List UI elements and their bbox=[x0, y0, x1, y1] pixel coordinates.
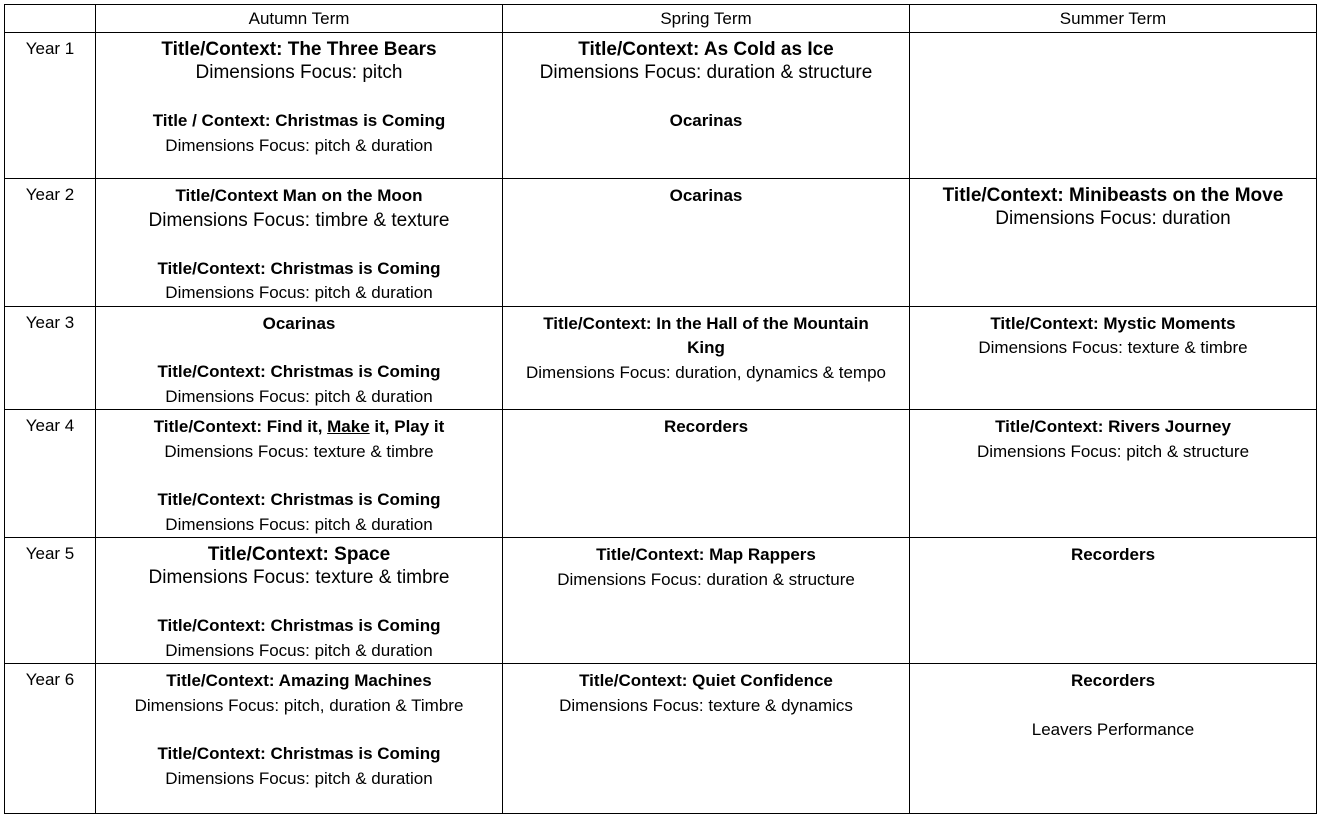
dimensions-focus: Dimensions Focus: duration & structure bbox=[557, 569, 855, 589]
dimensions-focus: Dimensions Focus: pitch & duration bbox=[165, 135, 433, 155]
year-label: Year 2 bbox=[5, 179, 96, 307]
unit-title: Title/Context: Christmas is Coming bbox=[157, 616, 441, 635]
dimensions-focus: Dimensions Focus: duration, dynamics & tempo bbox=[526, 362, 886, 382]
cell-y6-autumn bbox=[96, 664, 503, 814]
unit-title: Title/Context: In the Hall of the Mountain King bbox=[543, 313, 869, 357]
cell-y3-autumn bbox=[96, 306, 503, 410]
unit-title: Title/Context: As Cold as Ice bbox=[578, 39, 834, 60]
header-row bbox=[5, 5, 1317, 33]
dimensions-focus: Dimensions Focus: pitch & duration bbox=[165, 514, 433, 534]
performance-label: Leavers Performance bbox=[1031, 719, 1195, 739]
unit-title: Title/Context: Space bbox=[207, 544, 391, 565]
unit-title: Title/Context: Christmas is Coming bbox=[157, 490, 441, 509]
cell-y3-summer bbox=[910, 306, 1317, 410]
year-label: Year 6 bbox=[5, 664, 96, 814]
table-row bbox=[5, 664, 1317, 814]
dimensions-focus: Dimensions Focus: texture & timbre bbox=[978, 338, 1248, 357]
cell-y5-summer bbox=[910, 538, 1317, 664]
table-row bbox=[5, 306, 1317, 410]
dimensions-focus: Dimensions Focus: pitch & structure bbox=[976, 441, 1250, 461]
cell-y4-spring bbox=[503, 410, 910, 538]
cell-y6-summer bbox=[910, 664, 1317, 814]
cell-y1-autumn bbox=[96, 33, 503, 179]
year-label: Year 4 bbox=[5, 410, 96, 538]
header-autumn: Autumn Term bbox=[96, 5, 503, 33]
unit-title: Title/Context: Christmas is Coming bbox=[157, 744, 441, 763]
year-label: Year 5 bbox=[5, 538, 96, 664]
unit-title: Title/Context: Quiet Confidence bbox=[579, 671, 833, 690]
cell-y4-summer bbox=[910, 410, 1317, 538]
unit-title: Title/Context: Mystic Moments bbox=[990, 313, 1236, 333]
dimensions-focus: Dimensions Focus: duration & structure bbox=[539, 62, 873, 83]
unit-title: Title/Context: Find it, Make it, Play it bbox=[153, 417, 445, 436]
dimensions-focus: Dimensions Focus: duration bbox=[995, 208, 1231, 229]
cell-y2-autumn bbox=[96, 179, 503, 307]
unit-title: Title/Context: Map Rappers bbox=[596, 545, 816, 564]
header-summer: Summer Term bbox=[910, 5, 1317, 33]
dimensions-focus: Dimensions Focus: texture & timbre bbox=[164, 441, 434, 461]
dimensions-focus: Dimensions Focus: pitch & duration bbox=[165, 640, 433, 660]
unit-title: Title/Context: Christmas is Coming bbox=[157, 362, 441, 381]
dimensions-focus: Dimensions Focus: pitch, duration & Timbre bbox=[134, 695, 464, 715]
table-row bbox=[5, 410, 1317, 538]
year-label: Year 3 bbox=[5, 306, 96, 410]
cell-y1-summer bbox=[910, 33, 1317, 179]
table-row bbox=[5, 179, 1317, 307]
year-label: Year 1 bbox=[5, 33, 96, 179]
cell-y4-autumn bbox=[96, 410, 503, 538]
table-row bbox=[5, 33, 1317, 179]
dimensions-focus: Dimensions Focus: pitch bbox=[195, 62, 403, 83]
dimensions-focus: Dimensions Focus: pitch & duration bbox=[165, 283, 433, 302]
cell-y3-spring bbox=[503, 306, 910, 410]
unit-title: Title / Context: Christmas is Coming bbox=[152, 111, 446, 130]
curriculum-table bbox=[4, 4, 1317, 814]
unit-title: Recorders bbox=[663, 417, 749, 436]
dimensions-focus: Dimensions Focus: timbre & texture bbox=[148, 209, 450, 231]
unit-title: Title/Context: Minibeasts on the Move bbox=[942, 185, 1284, 206]
unit-title: Title/Context: Christmas is Coming bbox=[157, 258, 441, 278]
dimensions-focus: Dimensions Focus: texture & dynamics bbox=[559, 695, 853, 715]
dimensions-focus: Dimensions Focus: texture & timbre bbox=[148, 567, 450, 588]
table-row bbox=[5, 538, 1317, 664]
header-corner bbox=[5, 5, 96, 33]
unit-title: Ocarinas bbox=[669, 186, 743, 205]
unit-title: Recorders bbox=[1070, 545, 1156, 564]
cell-y5-spring bbox=[503, 538, 910, 664]
unit-title: Recorders bbox=[1070, 671, 1156, 690]
dimensions-focus: Dimensions Focus: pitch & duration bbox=[165, 768, 433, 788]
cell-y5-autumn bbox=[96, 538, 503, 664]
unit-title: Title/Context Man on the Moon bbox=[175, 186, 423, 205]
header-spring: Spring Term bbox=[503, 5, 910, 33]
unit-title: Ocarinas bbox=[669, 111, 743, 130]
unit-title: Title/Context: The Three Bears bbox=[161, 39, 437, 60]
cell-y2-spring bbox=[503, 179, 910, 307]
unit-title: Title/Context: Rivers Journey bbox=[995, 417, 1231, 436]
cell-y1-spring bbox=[503, 33, 910, 179]
unit-title: Ocarinas bbox=[262, 313, 336, 333]
unit-title: Title/Context: Amazing Machines bbox=[166, 671, 432, 690]
dimensions-focus: Dimensions Focus: pitch & duration bbox=[165, 386, 433, 406]
cell-y2-summer bbox=[910, 179, 1317, 307]
cell-y6-spring bbox=[503, 664, 910, 814]
